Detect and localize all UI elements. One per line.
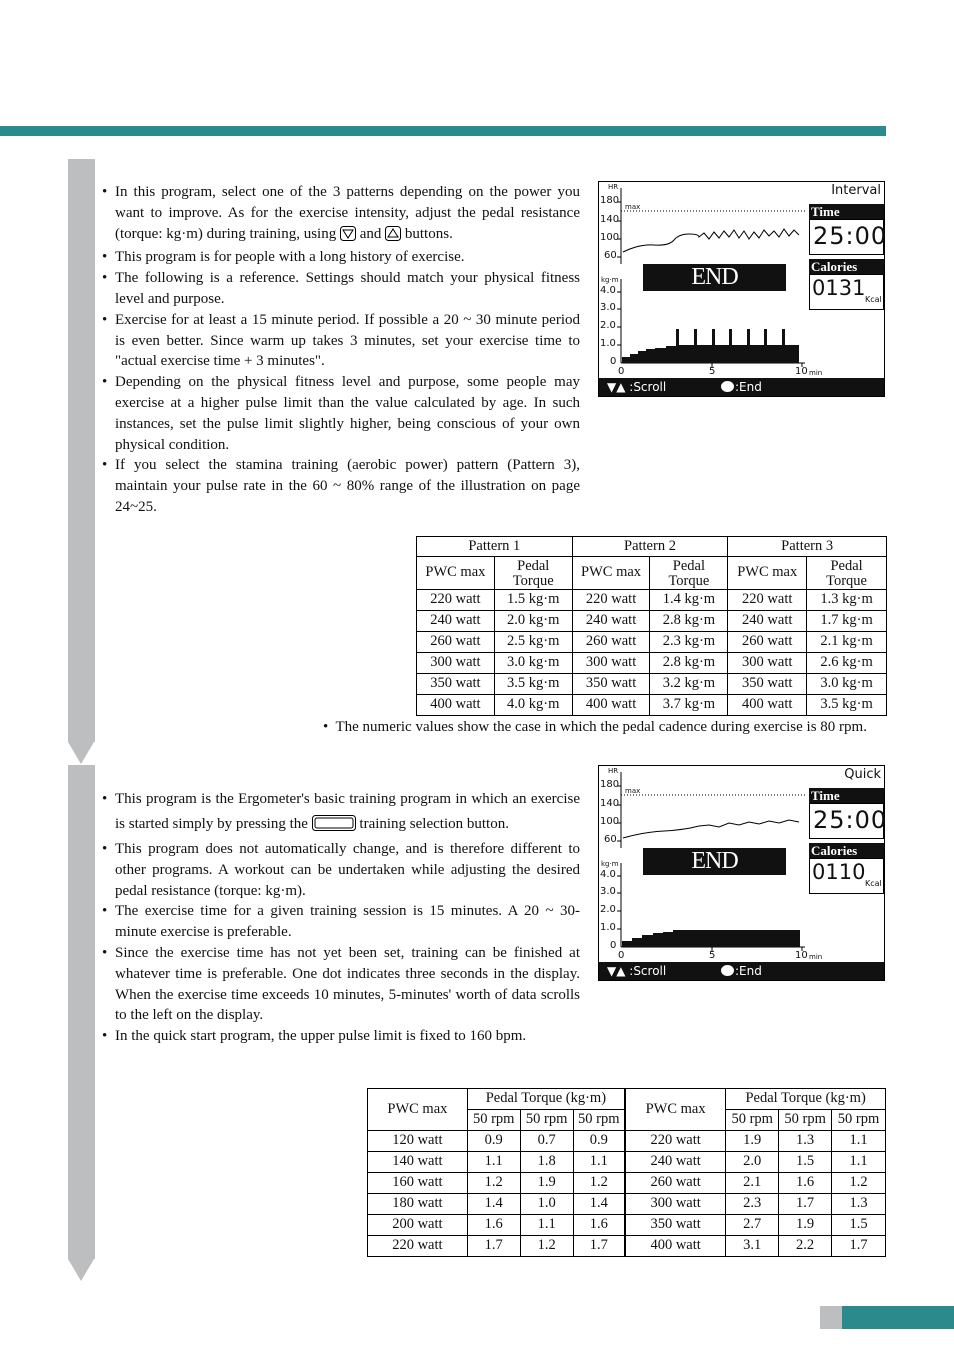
quick-bullet-5: • In the quick start program, the upper pulse limit is fixed to 160 bpm. bbox=[100, 1026, 580, 1047]
table-row bbox=[368, 1236, 886, 1257]
x-tick: 5 bbox=[709, 950, 716, 961]
table-cell: 220 watt bbox=[625, 1131, 726, 1152]
end-dot-icon bbox=[721, 965, 734, 976]
table-cell: 200 watt bbox=[368, 1215, 468, 1236]
table-cell: 2.0 bbox=[726, 1152, 779, 1173]
table-cell: 220 watt bbox=[728, 590, 807, 611]
pwc-max-header-left: PWC max bbox=[368, 1089, 468, 1131]
table-cell: 1.0 bbox=[520, 1194, 573, 1215]
table-cell: 1.5 kg·m bbox=[494, 590, 572, 611]
table-cell: 160 watt bbox=[368, 1173, 468, 1194]
pwc-max-header: PWC max bbox=[417, 557, 495, 590]
table-cell: 240 watt bbox=[572, 611, 650, 632]
table-cell: 0.9 bbox=[467, 1131, 520, 1152]
quick-bullet-4: • Since the exercise time has not yet been set, training can be finished at whatever time is preferable. One dot indicates three seconds in the display. When the exercise time exceeds 10 minutes, 5-minutes' worth of data scrolls to the left on the display. bbox=[100, 943, 580, 1026]
interval-side-arrow bbox=[68, 742, 94, 764]
hr-axis-label: HR bbox=[608, 183, 619, 191]
table-cell: 1.2 bbox=[467, 1173, 520, 1194]
kgm-tick: 3.0 bbox=[600, 302, 616, 313]
table-cell: 2.0 kg·m bbox=[494, 611, 572, 632]
table-cell: 1.5 bbox=[832, 1215, 886, 1236]
time-value: 25:00 bbox=[813, 806, 888, 834]
hr-tick: 60 bbox=[604, 250, 617, 261]
table-cell: 260 watt bbox=[417, 632, 495, 653]
table-cell: 2.7 bbox=[726, 1215, 779, 1236]
table-cell: 1.1 bbox=[520, 1215, 573, 1236]
interval-bullet-6: • If you select the stamina training (aerobic power) pattern (Pattern 3), maintain your pulse rate in the 60 ~ 80% range of the illustration on page 24~25. bbox=[100, 455, 580, 517]
quick-side-bar bbox=[68, 765, 95, 1259]
table-cell: 1.1 bbox=[832, 1131, 886, 1152]
table-cell: 1.6 bbox=[779, 1173, 832, 1194]
hr-tick: 100 bbox=[600, 816, 620, 827]
end-hint: :End bbox=[721, 962, 762, 980]
table-cell: 400 watt bbox=[728, 695, 807, 716]
pattern-3-header: Pattern 3 bbox=[728, 537, 887, 557]
table-cell: 300 watt bbox=[728, 653, 807, 674]
rpm-header: 50 rpm bbox=[832, 1110, 886, 1131]
table-cell: 1.7 kg·m bbox=[807, 611, 887, 632]
kgm-tick: 4.0 bbox=[600, 869, 616, 880]
pedal-torque-line-1: Pedal bbox=[517, 558, 550, 574]
rpm-header: 50 rpm bbox=[573, 1110, 625, 1131]
pattern-2-header: Pattern 2 bbox=[572, 537, 728, 557]
table-cell: 1.7 bbox=[467, 1236, 520, 1257]
kgm-tick: 1.0 bbox=[600, 338, 616, 349]
quick-mode-title: Quick bbox=[844, 767, 881, 782]
table-cell: 400 watt bbox=[625, 1236, 726, 1257]
table-row bbox=[417, 674, 887, 695]
pedal-torque-line-1: Pedal bbox=[672, 558, 705, 574]
end-hint: :End bbox=[721, 378, 762, 396]
interval-lcd-display bbox=[598, 181, 888, 397]
interval-bullets bbox=[100, 182, 580, 518]
table-cell: 350 watt bbox=[572, 674, 650, 695]
interval-side-bar bbox=[68, 159, 95, 742]
kgm-axis-label: kg·m bbox=[601, 860, 619, 868]
pwc-max-header: PWC max bbox=[728, 557, 807, 590]
page-number-tab-teal bbox=[842, 1306, 954, 1329]
table-cell: 1.1 bbox=[832, 1152, 886, 1173]
down-arrow-button-icon bbox=[340, 226, 356, 248]
x-unit: min bbox=[809, 953, 823, 961]
quick-start-button-icon bbox=[312, 815, 356, 840]
kgm-tick: 2.0 bbox=[600, 904, 616, 915]
interval-bullet-1: • In this program, select one of the 3 patterns depending on the power you want to improve. As for the exercise intensity, adjust the pedal resistance (torque: kg·m) during training, using and buttons. bbox=[100, 182, 580, 247]
kgm-tick: 2.0 bbox=[600, 320, 616, 331]
table-cell: 2.8 kg·m bbox=[650, 653, 728, 674]
kgm-tick: 0 bbox=[610, 940, 617, 951]
quick-pwc-table bbox=[367, 1088, 886, 1257]
table-cell: 1.7 bbox=[832, 1236, 886, 1257]
table-cell: 4.0 kg·m bbox=[494, 695, 572, 716]
pedal-torque-header bbox=[650, 557, 728, 590]
table-cell: 1.1 bbox=[467, 1152, 520, 1173]
pwc-max-header: PWC max bbox=[572, 557, 650, 590]
table-cell: 2.6 kg·m bbox=[807, 653, 887, 674]
table-cell: 2.2 bbox=[779, 1236, 832, 1257]
table-cell: 350 watt bbox=[625, 1215, 726, 1236]
pedal-torque-line-2: Torque bbox=[826, 573, 867, 589]
interval-subheader-row bbox=[417, 557, 887, 590]
interval-bullet-2: • This program is for people with a long history of exercise. bbox=[100, 247, 580, 268]
pedal-torque-line-1: Pedal bbox=[830, 558, 863, 574]
table-cell: 1.8 bbox=[520, 1152, 573, 1173]
table-cell: 1.2 bbox=[573, 1173, 625, 1194]
end-banner: END bbox=[643, 848, 786, 875]
kgm-tick: 3.0 bbox=[600, 886, 616, 897]
calories-label: Calories bbox=[809, 843, 884, 858]
table-row bbox=[417, 611, 887, 632]
hr-axis-label: HR bbox=[608, 767, 619, 775]
table-cell: 1.3 bbox=[779, 1131, 832, 1152]
table-cell: 1.6 bbox=[467, 1215, 520, 1236]
calories-label: Calories bbox=[809, 259, 884, 274]
table-cell: 260 watt bbox=[572, 632, 650, 653]
table-cell: 300 watt bbox=[625, 1194, 726, 1215]
scroll-hint: ▼▲ :Scroll bbox=[607, 964, 667, 978]
table-row bbox=[368, 1194, 886, 1215]
table-cell: 2.5 kg·m bbox=[494, 632, 572, 653]
hr-tick: 60 bbox=[604, 834, 617, 845]
table-cell: 1.9 bbox=[726, 1131, 779, 1152]
table-cell: 2.1 kg·m bbox=[807, 632, 887, 653]
table-cell: 3.2 kg·m bbox=[650, 674, 728, 695]
lcd-footer bbox=[599, 378, 884, 396]
time-value: 25:00 bbox=[813, 222, 888, 250]
page-number-tab-grey bbox=[820, 1306, 842, 1329]
table-cell: 220 watt bbox=[368, 1236, 468, 1257]
table-cell: 1.3 kg·m bbox=[807, 590, 887, 611]
torque-header-left: Pedal Torque (kg·m) bbox=[467, 1089, 625, 1110]
table-cell: 1.4 bbox=[573, 1194, 625, 1215]
table-cell: 1.7 bbox=[779, 1194, 832, 1215]
quick-lcd-display bbox=[598, 765, 888, 981]
table-row bbox=[368, 1215, 886, 1236]
table-cell: 3.0 kg·m bbox=[807, 674, 887, 695]
table-cell: 140 watt bbox=[368, 1152, 468, 1173]
rpm-header: 50 rpm bbox=[779, 1110, 832, 1131]
table-row bbox=[417, 590, 887, 611]
hr-tick: 180 bbox=[600, 195, 620, 206]
max-line-label: max bbox=[625, 203, 641, 211]
hr-tick: 140 bbox=[600, 798, 620, 809]
x-tick: 0 bbox=[618, 366, 625, 377]
x-unit: min bbox=[809, 369, 823, 377]
table-cell: 0.9 bbox=[573, 1131, 625, 1152]
interval-bullet-3: • The following is a reference. Settings should match your physical fitness level and purpose. bbox=[100, 268, 580, 310]
x-tick: 0 bbox=[618, 950, 625, 961]
table-cell: 3.1 bbox=[726, 1236, 779, 1257]
interval-pattern-table bbox=[416, 536, 887, 716]
pedal-torque-header bbox=[494, 557, 572, 590]
table-cell: 3.7 kg·m bbox=[650, 695, 728, 716]
interval-bullet-4: • Exercise for at least a 15 minute period. If possible a 20 ~ 30 minute period is even better. Since warm up takes 3 minutes, set your exercise time to "actual exercise time + 3 minutes". bbox=[100, 310, 580, 372]
table-row bbox=[368, 1173, 886, 1194]
x-tick: 10 bbox=[795, 950, 808, 961]
calories-value: 0131 bbox=[812, 276, 866, 300]
table-cell: 1.1 bbox=[573, 1152, 625, 1173]
lcd-footer bbox=[599, 962, 884, 980]
interval-bullet-5: • Depending on the physical fitness level and purpose, some people may exercise at a higher pulse limit than the value calculated by age. In such instances, set the pulse limit slightly higher, being conscious of your own physical condition. bbox=[100, 372, 580, 455]
calories-value: 0110 bbox=[812, 860, 866, 884]
table-cell: 400 watt bbox=[417, 695, 495, 716]
table-cell: 2.3 kg·m bbox=[650, 632, 728, 653]
table-cell: 1.2 bbox=[520, 1236, 573, 1257]
scroll-hint: ▼▲ :Scroll bbox=[607, 380, 667, 394]
table-row bbox=[368, 1131, 886, 1152]
kgm-tick: 0 bbox=[610, 356, 617, 367]
hr-tick: 180 bbox=[600, 779, 620, 790]
pedal-torque-header bbox=[807, 557, 887, 590]
quick-bullet-2: • This program does not automatically change, and is therefore different to other programs. A workout can be undertaken while adjusting the desired pedal resistance (torque: kg·m). bbox=[100, 839, 580, 901]
cadence-note: • The numeric values show the case in which the pedal cadence during exercise is 80 rpm. bbox=[323, 719, 867, 735]
x-tick: 5 bbox=[709, 366, 716, 377]
table-cell: 1.9 bbox=[520, 1173, 573, 1194]
table-cell: 240 watt bbox=[625, 1152, 726, 1173]
table-cell: 1.4 kg·m bbox=[650, 590, 728, 611]
rpm-header: 50 rpm bbox=[726, 1110, 779, 1131]
table-row bbox=[417, 653, 887, 674]
table-cell: 260 watt bbox=[625, 1173, 726, 1194]
table-cell: 350 watt bbox=[417, 674, 495, 695]
time-label: Time bbox=[809, 788, 884, 803]
x-tick: 10 bbox=[795, 366, 808, 377]
rpm-header: 50 rpm bbox=[467, 1110, 520, 1131]
table-cell: 300 watt bbox=[417, 653, 495, 674]
pwc-max-header-right: PWC max bbox=[625, 1089, 726, 1131]
kgm-axis-label: kg·m bbox=[601, 276, 619, 284]
end-banner: END bbox=[643, 264, 786, 291]
hr-tick: 140 bbox=[600, 214, 620, 225]
table-cell: 2.8 kg·m bbox=[650, 611, 728, 632]
up-arrow-button-icon bbox=[385, 226, 401, 248]
table-cell: 350 watt bbox=[728, 674, 807, 695]
kgm-tick: 4.0 bbox=[600, 285, 616, 296]
table-cell: 2.3 bbox=[726, 1194, 779, 1215]
quick-bullets bbox=[100, 787, 580, 1047]
table-cell: 1.9 bbox=[779, 1215, 832, 1236]
rpm-header: 50 rpm bbox=[520, 1110, 573, 1131]
table-row bbox=[368, 1152, 886, 1173]
max-line-label: max bbox=[625, 787, 641, 795]
kgm-tick: 1.0 bbox=[600, 922, 616, 933]
table-cell: 180 watt bbox=[368, 1194, 468, 1215]
table-cell: 240 watt bbox=[417, 611, 495, 632]
table-cell: 220 watt bbox=[572, 590, 650, 611]
table-cell: 400 watt bbox=[572, 695, 650, 716]
table-cell: 240 watt bbox=[728, 611, 807, 632]
table-cell: 1.3 bbox=[832, 1194, 886, 1215]
kcal-unit: Kcal bbox=[865, 295, 882, 304]
quick-bullet-3: • The exercise time for a given training session is 15 minutes. A 20 ~ 30-minute exercise is preferable. bbox=[100, 901, 580, 943]
quick-bullet-1: • This program is the Ergometer's basic training program in which an exercise is started simply by pressing the training selection button. bbox=[100, 787, 580, 839]
header-teal-bar bbox=[0, 126, 886, 136]
table-cell: 1.6 bbox=[573, 1215, 625, 1236]
table-row bbox=[417, 632, 887, 653]
torque-header-right: Pedal Torque (kg·m) bbox=[726, 1089, 886, 1110]
table-cell: 120 watt bbox=[368, 1131, 468, 1152]
time-label: Time bbox=[809, 204, 884, 219]
table-cell: 220 watt bbox=[417, 590, 495, 611]
table-cell: 1.7 bbox=[573, 1236, 625, 1257]
table-cell: 2.1 bbox=[726, 1173, 779, 1194]
table-cell: 1.5 bbox=[779, 1152, 832, 1173]
pattern-1-header: Pattern 1 bbox=[417, 537, 573, 557]
table-row bbox=[417, 695, 887, 716]
hr-tick: 100 bbox=[600, 232, 620, 243]
table-cell: 3.5 kg·m bbox=[807, 695, 887, 716]
table-cell: 1.2 bbox=[832, 1173, 886, 1194]
interval-mode-title: Interval bbox=[831, 183, 881, 198]
quick-side-arrow bbox=[68, 1259, 94, 1281]
table-cell: 0.7 bbox=[520, 1131, 573, 1152]
table-cell: 300 watt bbox=[572, 653, 650, 674]
pedal-torque-line-2: Torque bbox=[668, 573, 710, 589]
table-cell: 3.5 kg·m bbox=[494, 674, 572, 695]
table-cell: 1.4 bbox=[467, 1194, 520, 1215]
kcal-unit: Kcal bbox=[865, 879, 882, 888]
end-dot-icon bbox=[721, 381, 734, 392]
table-cell: 3.0 kg·m bbox=[494, 653, 572, 674]
table-cell: 260 watt bbox=[728, 632, 807, 653]
pedal-torque-line-2: Torque bbox=[512, 573, 554, 589]
